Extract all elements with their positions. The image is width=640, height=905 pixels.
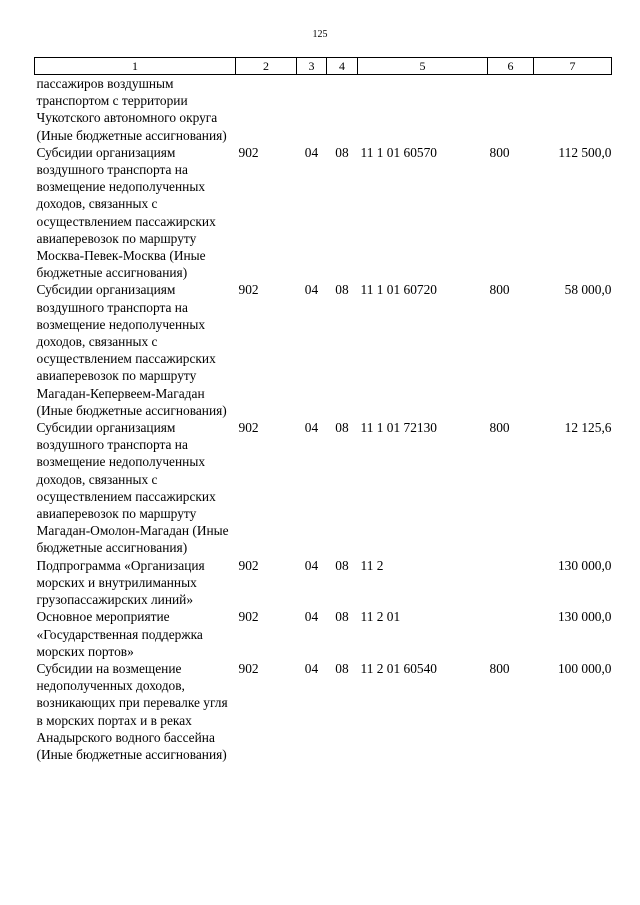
table-row: [35, 660, 612, 763]
row-chapter: 902: [238, 557, 259, 573]
row-name: Субсидии на возмещение недополученных доходов, возникающих при перевалке угля в морских портах и в реках Анадырского водного бассейна (Иные бюджетные ассигнования): [36, 660, 228, 762]
row-section: 04: [304, 609, 319, 625]
row-section: 04: [304, 144, 319, 160]
table-row: [35, 419, 612, 557]
table-header: [35, 58, 612, 75]
row-name: Субсидии организациям воздушного транспорта на возмещение недополученных доходов, связанных с осуществлением пассажирских авиаперевозок по маршруту Магадан-Омолон-Магадан (Иные бюджетные ассигнования): [36, 420, 229, 556]
table-body: [35, 75, 612, 764]
column-header: 3: [297, 58, 327, 75]
row-amount: 130 000,0: [557, 609, 612, 625]
row-name: Субсидии организациям воздушного транспорта на возмещение недополученных доходов, связанных с осуществлением пассажирских авиаперевозок по маршруту Москва-Певек-Москва (Иные бюджетные ассигнования): [36, 144, 216, 281]
row-name: Основное мероприятие «Государственная поддержка морских портов»: [36, 609, 203, 659]
row-subsection: 08: [335, 609, 349, 625]
row-amount: 58 000,0: [564, 282, 612, 298]
row-name: Подпрограмма «Организация морских и внутрилиманных грузопассажирских линий»: [36, 557, 205, 608]
column-header: 4: [327, 58, 358, 75]
row-target-article: 11 1 01 60570: [360, 144, 437, 160]
row-chapter: [236, 75, 297, 144]
row-target-article: 11 1 01 72130: [360, 420, 437, 436]
row-chapter: 902: [238, 282, 259, 298]
row-amount: [534, 75, 612, 144]
row-chapter: 902: [238, 660, 259, 676]
row-amount: 12 125,6: [564, 420, 612, 436]
row-subsection: 08: [335, 660, 349, 676]
row-expense-type: 800: [489, 420, 510, 436]
row-expense-type: 800: [489, 282, 510, 298]
table-row: [35, 281, 612, 419]
row-subsection: 08: [335, 420, 349, 436]
row-chapter: 902: [238, 420, 259, 436]
row-expense-type: [488, 557, 534, 609]
row-section: [297, 75, 327, 144]
row-section: 04: [304, 557, 319, 573]
table-row: [35, 75, 612, 144]
row-amount: 100 000,0: [557, 660, 612, 676]
row-chapter: 902: [238, 144, 259, 160]
row-amount: 130 000,0: [557, 557, 612, 573]
table-row: [35, 144, 612, 282]
row-target-article: 11 2 01 60540: [360, 660, 437, 676]
row-target-article: 11 1 01 60720: [360, 282, 437, 298]
table-row: [35, 608, 612, 660]
row-section: 04: [304, 420, 319, 436]
row-expense-type: 800: [489, 660, 510, 676]
row-section: 04: [304, 282, 319, 298]
row-subsection: [327, 75, 358, 144]
row-chapter: 902: [238, 609, 259, 625]
row-name: пассажиров воздушным транспортом с территории Чукотского автономного округа (Иные бюджетные ассигнования): [36, 76, 227, 143]
row-name: Субсидии организациям воздушного транспорта на возмещение недополученных доходов, связанных с осуществлением пассажирских авиаперевозок по маршруту Магадан-Кепервеем-Магадан (Иные бюджетные ассигнования): [36, 282, 227, 418]
row-target-article: 11 2: [360, 557, 384, 573]
row-target-article: [358, 75, 488, 144]
row-amount: 112 500,0: [558, 144, 612, 160]
row-subsection: 08: [335, 557, 349, 573]
page-number: 125: [312, 29, 328, 40]
row-expense-type: [488, 75, 534, 144]
column-header: 2: [236, 58, 297, 75]
budget-table: [34, 57, 612, 763]
row-expense-type: 800: [489, 144, 510, 160]
column-header: 7: [534, 58, 612, 75]
column-header: 5: [358, 58, 488, 75]
row-expense-type: [488, 608, 534, 660]
row-subsection: 08: [335, 144, 349, 160]
column-header: 1: [35, 58, 236, 75]
row-section: 04: [304, 660, 319, 676]
table-row: [35, 557, 612, 609]
column-header: 6: [488, 58, 534, 75]
row-subsection: 08: [335, 282, 349, 298]
row-target-article: 11 2 01: [360, 609, 401, 625]
